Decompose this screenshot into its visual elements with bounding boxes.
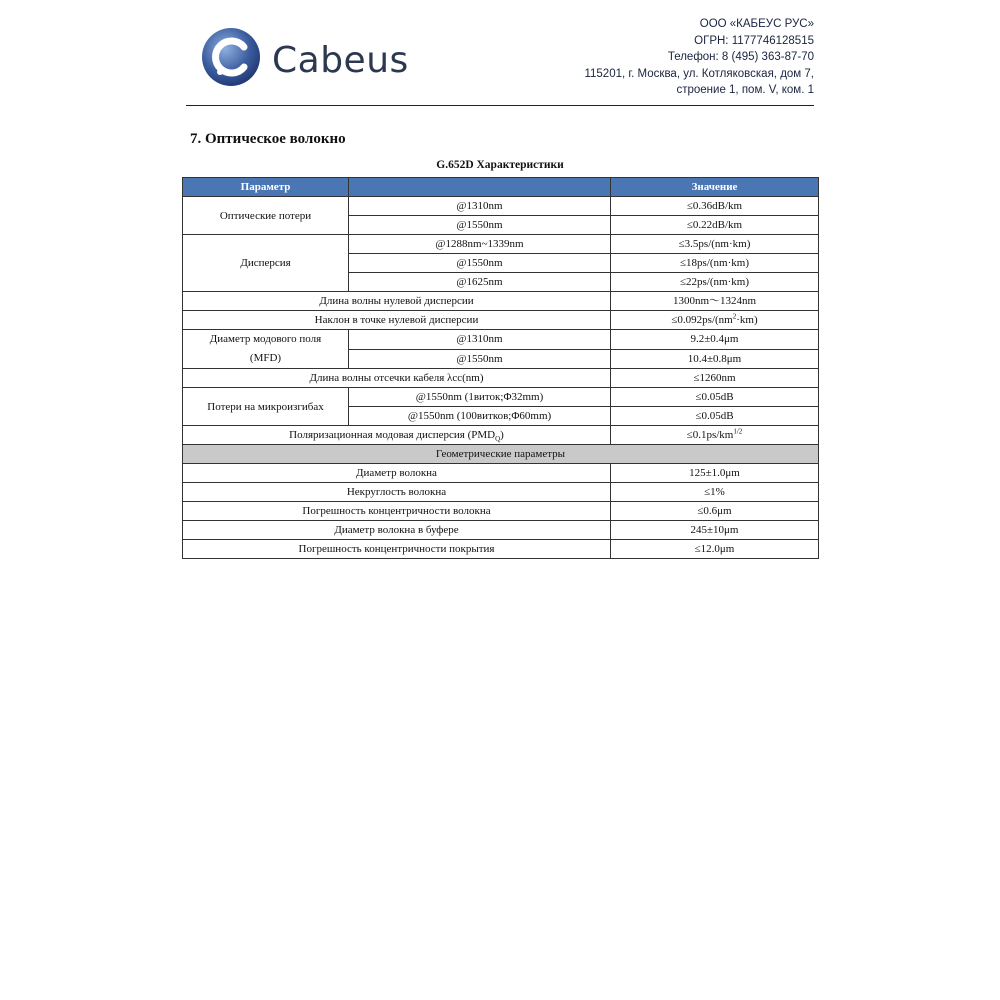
pmd-label-sub: Q	[495, 435, 501, 444]
microbend-cond-2: @1550nm (100витков;Φ60mm)	[349, 407, 611, 426]
geo-label-1: Диаметр волокна	[183, 464, 611, 483]
table-caption: G.652D Характеристики	[436, 159, 564, 171]
table-row	[183, 330, 819, 350]
table-row	[183, 369, 819, 388]
header-divider	[186, 105, 814, 106]
cutoff-value: ≤1260nm	[611, 369, 819, 388]
logo-text: Cabeus	[272, 40, 409, 81]
section-title: 7. Оптическое волокно	[190, 131, 346, 147]
geo-label-4: Диаметр волокна в буфере	[183, 521, 611, 540]
geo-label-5: Погрешность концентричности покрытия	[183, 540, 611, 559]
dispersion-value-2: ≤18ps/(nm·km)	[611, 254, 819, 273]
optical-loss-value-1: ≤0.36dB/km	[611, 197, 819, 216]
company-info	[584, 16, 814, 99]
dispersion-cond-1: @1288nm~1339nm	[349, 235, 611, 254]
zero-disp-slope-value	[611, 311, 819, 330]
mfd-value-1: 9.2±0.4μm	[611, 330, 819, 350]
mfd-cond-1: @1310nm	[349, 330, 611, 350]
mfd-value-2: 10.4±0.8μm	[611, 349, 819, 369]
geometric-header: Геометрические параметры	[183, 445, 819, 464]
table-row	[183, 464, 819, 483]
table-row	[183, 426, 819, 445]
pmd-label-suffix: )	[500, 429, 504, 441]
pmd-value-prefix: ≤0.1ps/km	[686, 429, 734, 441]
table-row	[183, 521, 819, 540]
dispersion-value-3: ≤22ps/(nm·km)	[611, 273, 819, 292]
company-address-2: строение 1, пом. V, ком. 1	[676, 84, 814, 96]
zero-disp-wavelength-label: Длина волны нулевой дисперсии	[183, 292, 611, 311]
header-parameter: Параметр	[183, 178, 349, 197]
microbend-value-1: ≤0.05dB	[611, 388, 819, 407]
microbend-value-2: ≤0.05dB	[611, 407, 819, 426]
optical-loss-label: Оптические потери	[183, 197, 349, 235]
cabeus-logo	[200, 26, 440, 96]
company-address-1: 115201, г. Москва, ул. Котляковская, дом 7,	[584, 67, 814, 80]
header-empty	[349, 178, 611, 197]
cutoff-label: Длина волны отсечки кабеля λcc(nm)	[183, 369, 611, 388]
company-phone: Телефон: 8 (495) 363-87-70	[667, 51, 814, 63]
slope-value-prefix: ≤0.092ps/(nm	[671, 314, 733, 326]
geo-label-3: Погрешность концентричности волокна	[183, 502, 611, 521]
mfd-label	[183, 330, 349, 369]
table-row	[183, 197, 819, 216]
mfd-label-line2: (MFD)	[249, 352, 282, 364]
geometric-header-row	[183, 445, 819, 464]
geo-label-2: Некруглость волокна	[183, 483, 611, 502]
header-value: Значение	[611, 178, 819, 197]
optical-loss-value-2: ≤0.22dB/km	[611, 216, 819, 235]
geo-value-2: ≤1%	[611, 483, 819, 502]
dispersion-label: Дисперсия	[183, 235, 349, 292]
dispersion-cond-2: @1550nm	[349, 254, 611, 273]
slope-value-suffix: ·km)	[736, 314, 758, 326]
page-header	[186, 14, 814, 106]
company-name: ООО «КАБЕУС РУС»	[699, 18, 814, 30]
zero-disp-slope-label: Наклон в точке нулевой дисперсии	[183, 311, 611, 330]
mfd-label-line1: Диаметр модового поля	[209, 333, 322, 345]
pmd-label	[183, 426, 611, 445]
microbend-cond-1: @1550nm (1виток;Φ32mm)	[349, 388, 611, 407]
mfd-cond-2: @1550nm	[349, 349, 611, 369]
geo-value-4: 245±10μm	[611, 521, 819, 540]
spec-table	[182, 177, 819, 559]
pmd-label-prefix: Поляризационная модовая дисперсия (PMD	[289, 429, 496, 441]
dispersion-value-1: ≤3.5ps/(nm·km)	[611, 235, 819, 254]
table-row	[183, 292, 819, 311]
table-row	[183, 540, 819, 559]
microbend-label: Потери на микроизгибах	[183, 388, 349, 426]
optical-loss-cond-2: @1550nm	[349, 216, 611, 235]
table-row	[183, 502, 819, 521]
zero-disp-wavelength-value: 1300nm～1324nm	[611, 292, 819, 311]
geo-value-5: ≤12.0μm	[611, 540, 819, 559]
table-header-row	[183, 178, 819, 197]
pmd-value	[611, 426, 819, 445]
table-row	[183, 388, 819, 407]
cabeus-logo-icon	[200, 26, 262, 88]
geo-value-3: ≤0.6μm	[611, 502, 819, 521]
dispersion-cond-3: @1625nm	[349, 273, 611, 292]
optical-loss-cond-1: @1310nm	[349, 197, 611, 216]
table-row	[183, 483, 819, 502]
company-ogrn: ОГРН: 1177746128515	[694, 34, 814, 47]
table-row	[183, 235, 819, 254]
geo-value-1: 125±1.0μm	[611, 464, 819, 483]
slope-value-sup: 2	[732, 312, 737, 321]
table-row	[183, 311, 819, 330]
pmd-value-sup: 1/2	[733, 427, 743, 436]
